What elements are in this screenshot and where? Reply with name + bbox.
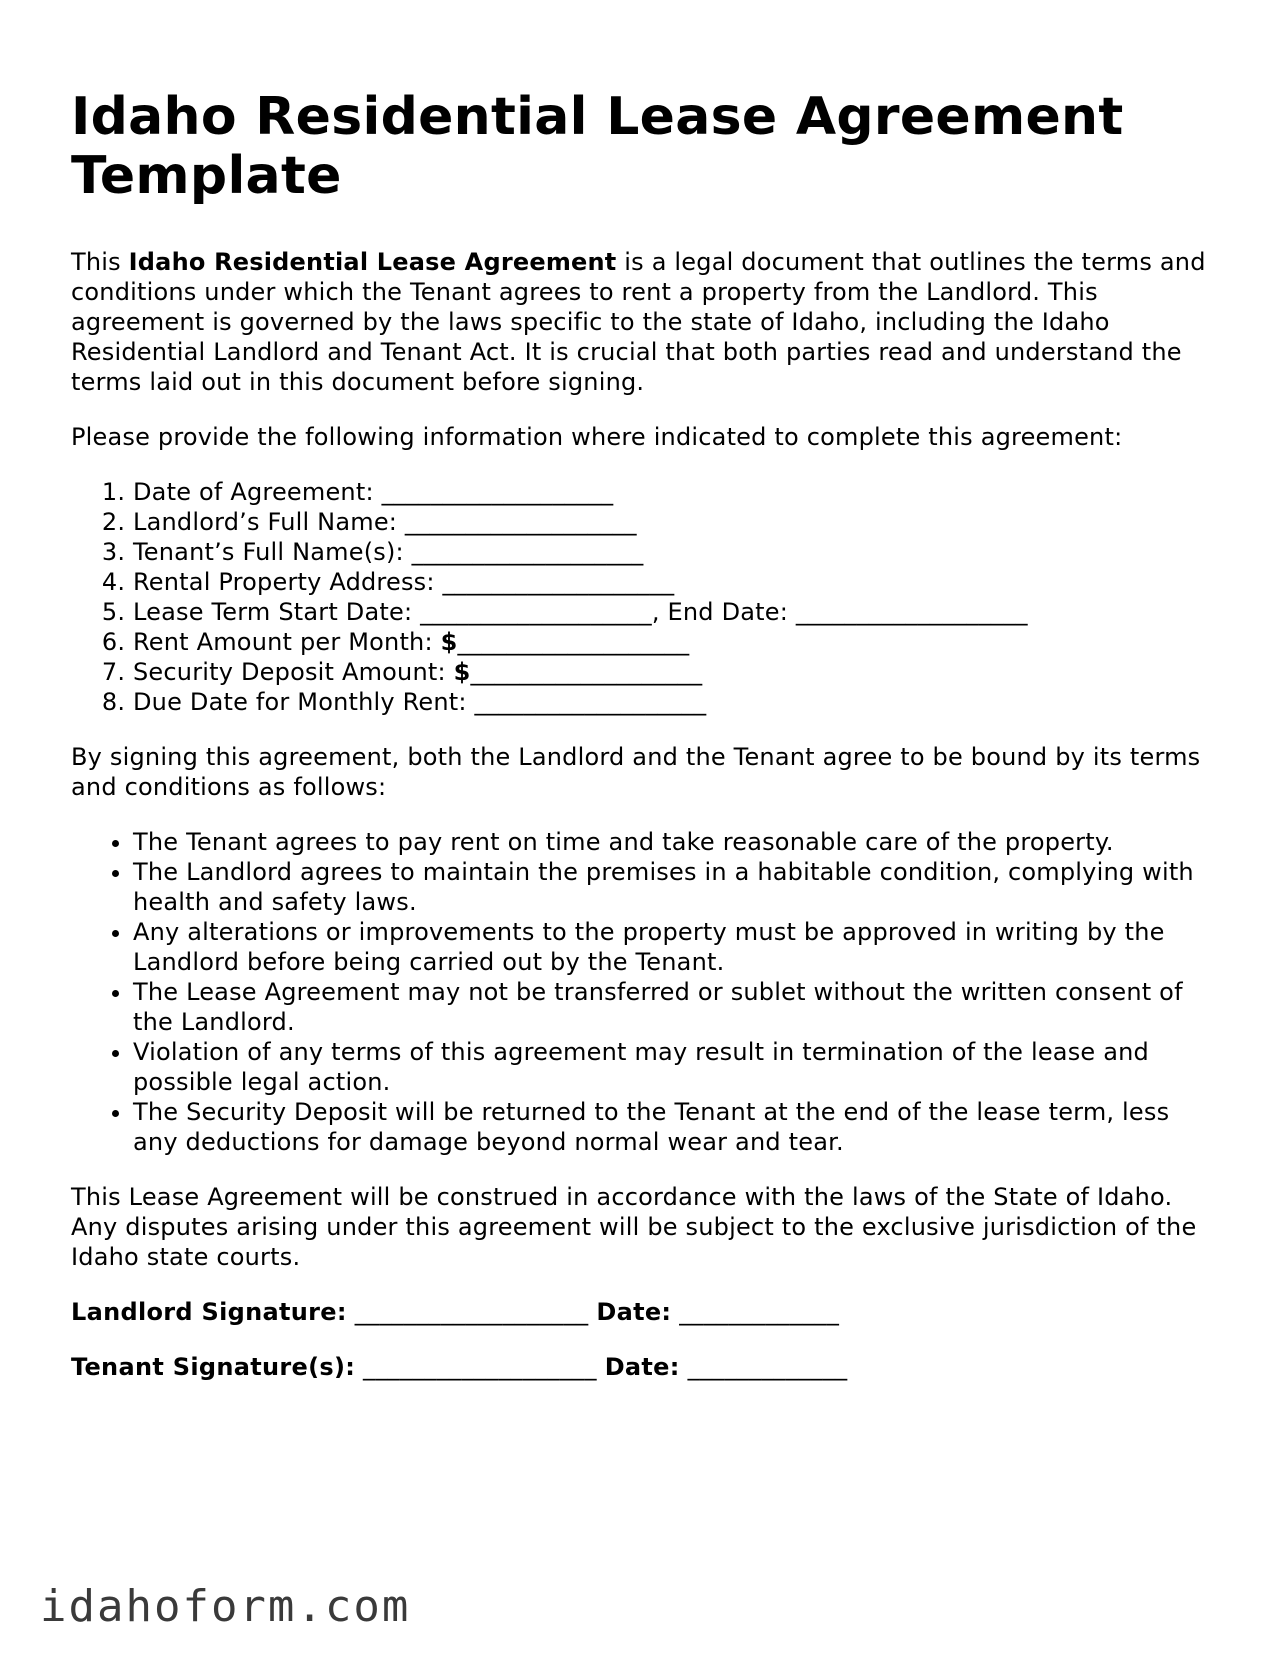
landlord-signature-blank[interactable]: ___________________ <box>346 1298 597 1326</box>
due-date-blank[interactable]: ___________________ <box>474 688 707 716</box>
site-watermark: idahoform.com <box>40 1581 411 1632</box>
document-title: Idaho Residential Lease Agreement Template <box>71 87 1124 206</box>
end-date-blank[interactable]: ___________________ <box>795 598 1028 626</box>
field-item-landlord-name: 2. Landlord’s Full Name: ___________________ <box>133 507 1221 537</box>
intro-prefix: This <box>71 248 129 276</box>
landlord-name-blank[interactable]: ___________________ <box>404 508 637 536</box>
intro-paragraph <box>71 247 1221 397</box>
field-item-lease-term: 5. Lease Term Start Date: ___________________, End Date: ___________________ <box>133 597 1221 627</box>
term-item: • The Landlord agrees to maintain the premises in a habitable condition, complying with health and safety laws. <box>133 857 1221 917</box>
field-item-property-address: 4. Rental Property Address: ___________________ <box>133 567 1221 597</box>
terms-intro: By signing this agreement, both the Landlord and the Tenant agree to be bound by its terms and conditions as follows: <box>71 743 1201 801</box>
landlord-date-blank[interactable]: _____________ <box>671 1298 840 1326</box>
field-item-due-date: 8. Due Date for Monthly Rent: ___________________ <box>133 687 1221 717</box>
term-item: • The Lease Agreement may not be transferred or sublet without the written consent of the Landlord. <box>133 977 1221 1037</box>
tenant-signature-blank[interactable]: ___________________ <box>355 1353 605 1381</box>
landlord-signature-line: Landlord Signature: ___________________ Date: _____________ <box>71 1298 840 1326</box>
start-date-blank[interactable]: ___________________ <box>420 598 652 626</box>
tenant-signature-line: Tenant Signature(s): ___________________ Date: _____________ <box>71 1353 848 1381</box>
property-address-blank[interactable]: ___________________ <box>442 568 675 596</box>
term-item: • The Security Deposit will be returned to the Tenant at the end of the lease term, less any deductions for damage beyond normal wear and tear. <box>133 1097 1221 1157</box>
fields-list <box>71 477 1221 717</box>
date-of-agreement-blank[interactable]: ___________________ <box>381 478 614 506</box>
instruction-text: Please provide the following information where indicated to complete this agreement: <box>71 423 1123 451</box>
field-item-tenant-name: 3. Tenant’s Full Name(s): ___________________ <box>133 537 1221 567</box>
term-item: • Any alterations or improvements to the property must be approved in writing by the Landlord before being carried out by the Tenant. <box>133 917 1221 977</box>
terms-list <box>71 827 1221 1157</box>
document-page <box>71 88 1221 1407</box>
term-item: • Violation of any terms of this agreement may result in termination of the lease and possible legal action. <box>133 1037 1221 1097</box>
security-deposit-blank[interactable]: ___________________ <box>470 658 703 686</box>
intro-suffix: is a legal document that outlines the terms and conditions under which the Tenant agrees to rent a property from the Landlord. This agreement is governed by the laws specific to the state of Idaho, including the Idaho Residential Landlord and Tenant Act. It is crucial that both parties read and understand the terms laid out in this document before signing. <box>71 248 1206 396</box>
term-item: • The Tenant agrees to pay rent on time and take reasonable care of the property. <box>133 827 1221 857</box>
field-item-rent-amount: 6. Rent Amount per Month: $___________________ <box>133 627 1221 657</box>
tenant-name-blank[interactable]: ___________________ <box>411 538 644 566</box>
intro-bold: Idaho Residential Lease Agreement <box>128 248 617 276</box>
rent-amount-blank[interactable]: ___________________ <box>457 628 690 656</box>
governing-law-paragraph: This Lease Agreement will be construed in accordance with the laws of the State of Idaho. Any disputes arising under this agreement will be subject to the exclusive jurisdiction of the Idaho state courts. <box>71 1183 1197 1271</box>
field-item-date: 1. Date of Agreement: ___________________ <box>133 477 1221 507</box>
tenant-date-blank[interactable]: _____________ <box>679 1353 848 1381</box>
field-item-security-deposit: 7. Security Deposit Amount: $___________________ <box>133 657 1221 687</box>
